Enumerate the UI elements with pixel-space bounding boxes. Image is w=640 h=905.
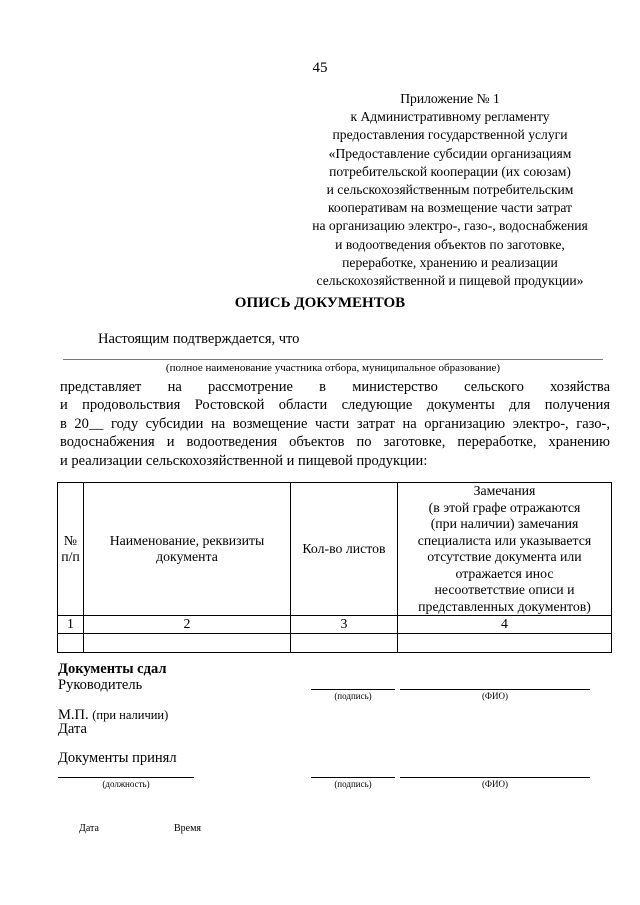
table-header-row (58, 483, 612, 616)
appendix-line: к Административному регламенту (350, 109, 550, 125)
column-number-3: 3 (291, 616, 398, 634)
column-number-4: 4 (398, 616, 612, 634)
appendix-line: и сельскохозяйственным потребительским (326, 182, 574, 198)
appendix-line: кооперативам на возмещение части затрат (327, 200, 572, 216)
paragraph-line: в 20__ году субсидии на возмещение части затрат на организацию электро-, газо-, (60, 415, 610, 432)
handed-heading: Документы сдал (58, 661, 167, 677)
appendix-line: предоставления государственной услуги (332, 127, 568, 143)
signature-caption: (подпись) (334, 779, 372, 789)
appendix-line: на организацию электро-, газо-, водоснабжения (312, 218, 588, 234)
page-number: 45 (312, 60, 328, 76)
column-number-2: 2 (84, 616, 291, 634)
date-small-label: Дата (79, 823, 99, 834)
paragraph-line: и продовольствия Ростовской области следующие документы для получения (60, 397, 610, 414)
signature-line (311, 777, 395, 778)
seal-label: М.П. (при наличии) (58, 707, 169, 723)
appendix-line: переработке, хранению и реализации (342, 254, 558, 270)
table-cell (291, 633, 398, 652)
paragraph-line: и реализации сельскохозяйственной и пищевой продукции: (60, 452, 428, 469)
appendix-header (290, 90, 610, 290)
column-number-1: 1 (58, 616, 84, 634)
position-caption: (должность) (102, 779, 150, 789)
header-number: № п/п (58, 483, 84, 616)
document-title: ОПИСЬ ДОКУМЕНТОВ (234, 295, 406, 311)
received-heading: Документы принял (58, 750, 177, 766)
table-cell (398, 633, 612, 652)
signature-line (311, 689, 395, 690)
table-cell (84, 633, 291, 652)
fio-caption: (ФИО) (481, 779, 509, 789)
appendix-line: сельскохозяйственной и пищевой продукции» (316, 273, 584, 289)
appendix-line: потребительской кооперации (их союзам) (329, 163, 571, 179)
appendix-line: Приложение № 1 (400, 91, 500, 106)
body-paragraph (60, 378, 610, 470)
paragraph-line: представляет на рассмотрение в министерство сельского хозяйства (60, 379, 610, 395)
header-sheet-count: Кол-во листов (291, 483, 398, 616)
date-label: Дата (58, 721, 87, 737)
table-row (58, 633, 612, 652)
table-cell (58, 633, 84, 652)
appendix-line: и водоотведения объектов по заготовке, (335, 236, 565, 252)
fio-caption: (ФИО) (481, 691, 509, 701)
participant-caption: (полное наименование участника отбора, муниципальное образование) (165, 362, 501, 374)
header-document-name: Наименование, реквизиты документа (84, 483, 291, 616)
intro-text: Настоящим подтверждается, что (98, 331, 300, 347)
head-label: Руководитель (58, 677, 143, 693)
header-remarks: Замечания (в этой графе отражаются (при наличии) замечания специалиста или указывается отсутствие документа или отражается инос несоответствие описи и представленных документов) (398, 483, 612, 616)
paragraph-line: водоснабжения и водоотведения объектов по заготовке, переработке, хранению (60, 434, 610, 451)
table-row (58, 616, 612, 634)
appendix-line: «Предоставление субсидии организациям (328, 145, 572, 161)
fio-line (400, 689, 590, 690)
fio-line (400, 777, 590, 778)
participant-name-line (63, 359, 603, 360)
position-line (58, 777, 194, 778)
documents-table (57, 482, 612, 653)
signature-caption: (подпись) (334, 691, 372, 701)
time-small-label: Время (174, 823, 202, 834)
